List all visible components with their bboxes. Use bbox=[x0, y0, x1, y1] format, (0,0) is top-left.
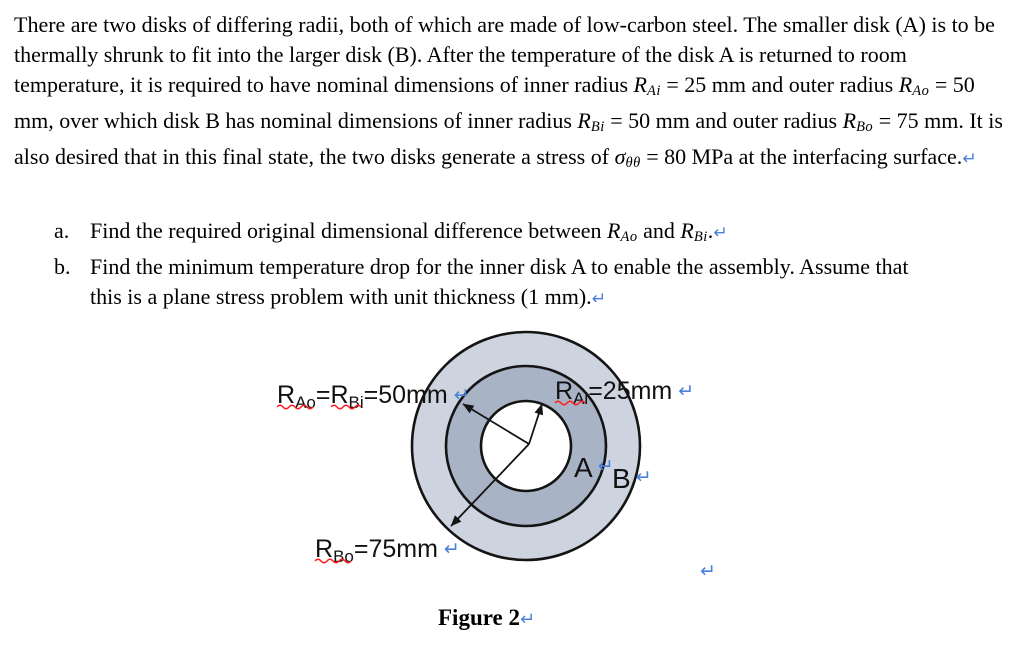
label-part-sub: Bo bbox=[333, 547, 354, 566]
figure-caption bbox=[438, 604, 535, 634]
text-segment: R bbox=[633, 72, 647, 97]
task-list bbox=[54, 216, 930, 314]
paragraph-mark: ↵ bbox=[962, 149, 977, 170]
text-segment: Ao bbox=[620, 229, 638, 246]
paragraph-mark: ↵ bbox=[635, 466, 652, 488]
text-segment: Ao bbox=[912, 83, 930, 100]
task-a-text bbox=[90, 216, 930, 252]
label-part: R bbox=[277, 381, 296, 409]
text-segment: Find the minimum temperature drop for the inner disk A to enable the assembly. Assume that this is a plane stress problem with unit thickness (1 mm). bbox=[90, 254, 909, 310]
text-segment: Bi bbox=[590, 119, 605, 136]
text-segment: Find the required original dimensional difference between bbox=[90, 218, 608, 243]
label-part: =75mm bbox=[353, 535, 438, 563]
figure-2-diagram bbox=[250, 320, 730, 588]
text-segment: = 80 MPa at the interfacing surface. bbox=[640, 144, 963, 170]
text-segment: σ bbox=[614, 144, 626, 170]
label-part: =R bbox=[315, 381, 349, 409]
paragraph-mark: ↵ bbox=[519, 609, 536, 630]
label-part-sub: Ai bbox=[573, 389, 589, 408]
text-segment: = 50 mm, over which disk B has nominal dimensions of inner radius bbox=[14, 72, 975, 134]
text-segment: = 75 mm. It is also desired that in this final state, the two disks generate a stress of bbox=[14, 108, 1003, 170]
label-part: =50mm bbox=[363, 381, 448, 409]
text-segment: R bbox=[842, 108, 857, 134]
label-rao-rbi-50mm bbox=[277, 381, 470, 412]
figure-2 bbox=[250, 320, 730, 588]
label-part: R bbox=[555, 377, 574, 405]
text-segment: = 50 mm and outer radius bbox=[604, 108, 843, 134]
label-part: B bbox=[612, 463, 631, 494]
task-b-marker: b. bbox=[54, 254, 71, 280]
problem-statement bbox=[14, 10, 1016, 179]
text-segment: = 25 mm and outer radius bbox=[660, 72, 899, 97]
text-segment: and bbox=[637, 218, 681, 243]
text-segment: Ai bbox=[646, 83, 661, 100]
paragraph-mark: ↵ bbox=[453, 384, 470, 406]
paragraph-mark: ↵ bbox=[597, 455, 614, 477]
label-part: A bbox=[574, 452, 593, 483]
task-b-text bbox=[90, 252, 930, 314]
paragraph-mark: ↵ bbox=[700, 560, 716, 582]
text-segment: θθ bbox=[625, 155, 641, 172]
paragraph-mark: ↵ bbox=[713, 223, 728, 243]
text-segment: R bbox=[898, 72, 913, 97]
label-part: R bbox=[315, 535, 334, 563]
text-segment: Bi bbox=[693, 229, 708, 246]
label-part-sub: Ao bbox=[295, 393, 316, 412]
text-segment: . bbox=[707, 218, 714, 243]
text-segment: R bbox=[577, 108, 591, 134]
paragraph-mark: ↵ bbox=[443, 538, 460, 560]
text-segment: R bbox=[607, 218, 621, 243]
label-part: =25mm bbox=[588, 377, 673, 405]
task-a-marker: a. bbox=[54, 218, 70, 243]
text-segment: Bo bbox=[856, 119, 874, 136]
label-part-sub: Bi bbox=[348, 393, 364, 412]
label-rbo-75mm bbox=[315, 535, 460, 566]
paragraph-mark: ↵ bbox=[591, 289, 607, 310]
figure-caption-text: Figure 2 bbox=[438, 605, 520, 630]
text-segment: There are two disks of differing radii, both of which are made of low-carbon steel. The smaller disk (A) is to be thermally shrunk to fit into the larger disk (B). After the temperature of the disk A is returned to room temperature, it is required to have nominal dimensions of inner radius bbox=[14, 12, 995, 97]
text-segment: R bbox=[680, 218, 694, 243]
paragraph-mark: ↵ bbox=[678, 380, 695, 402]
